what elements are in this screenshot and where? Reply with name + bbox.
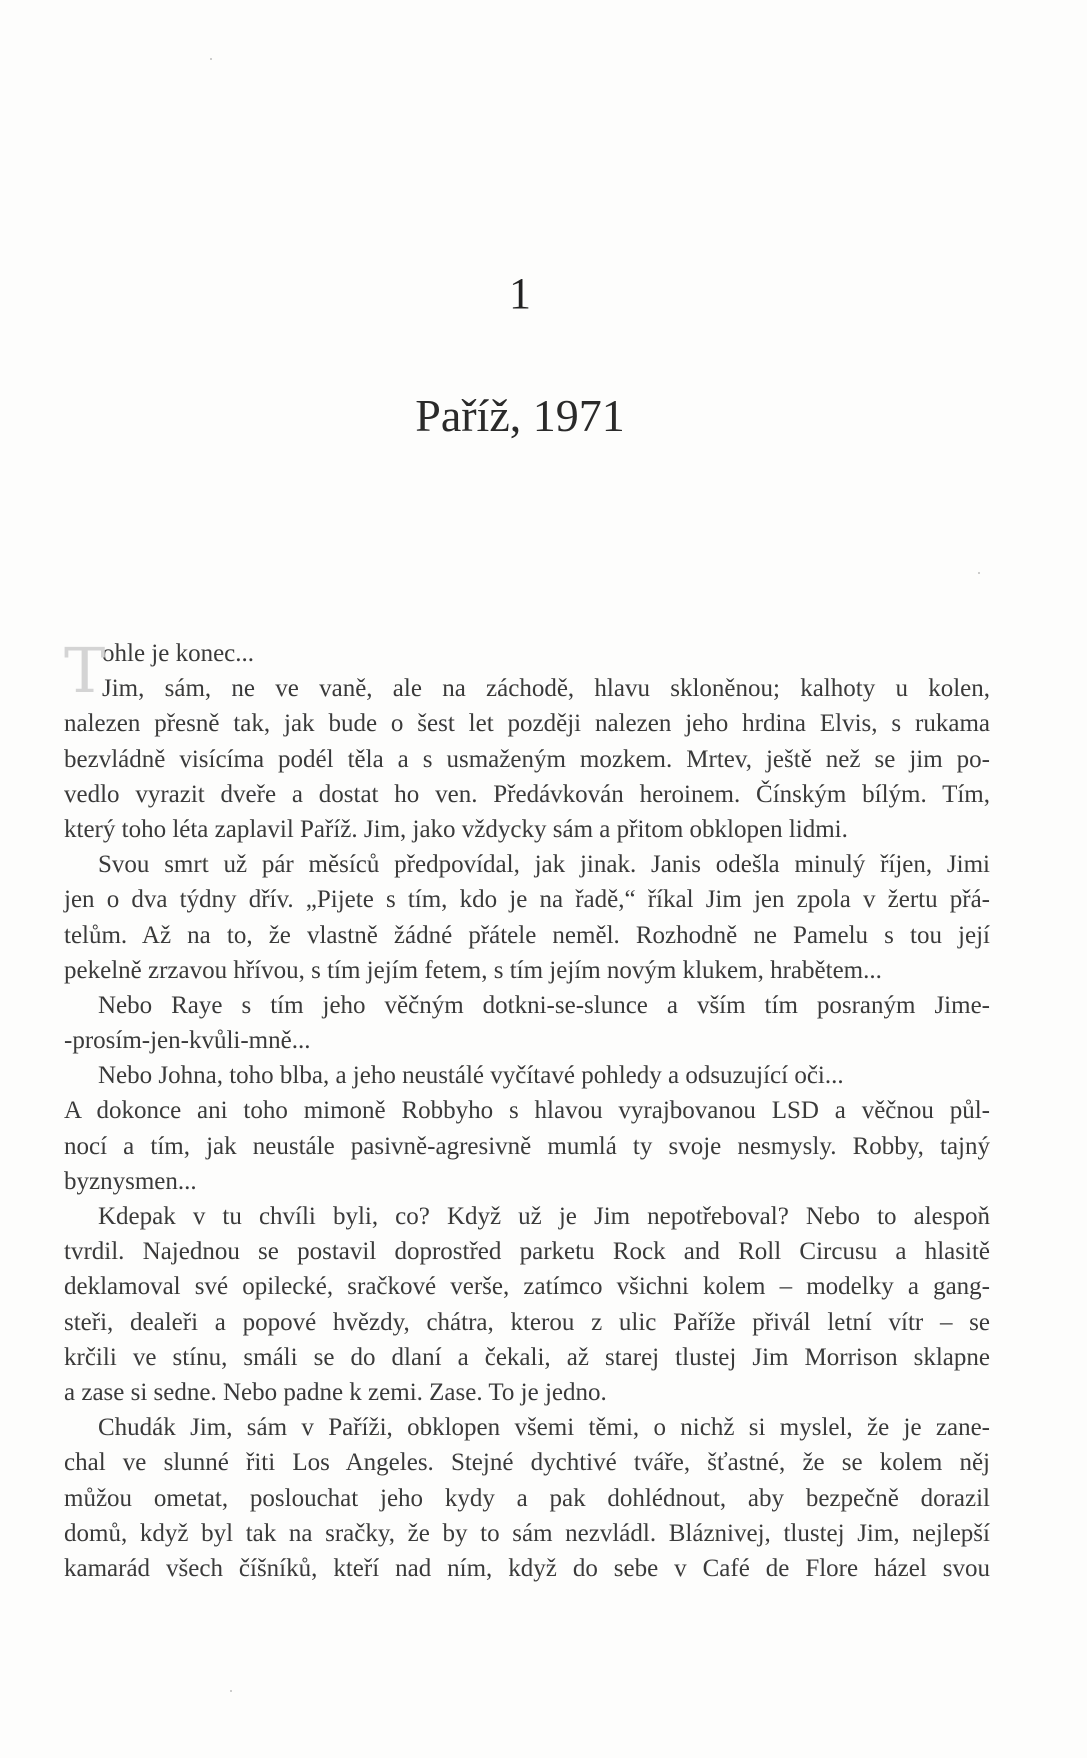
text-line: Svou smrt už pár měsíců předpovídal, jak jinak. Janis odešla minulý říjen, Jimi	[98, 851, 990, 879]
text-line: kamarád všech číšníků, kteří nad ním, když do sebe v Café de Flore házel svou	[64, 1554, 990, 1582]
text-line: steři, dealeři a popové hvězdy, chátra, kterou z ulic Paříže přivál letní vítr – se	[64, 1308, 990, 1336]
text-line: chal ve slunné řiti Los Angeles. Stejné dychtivé tváře, šťastné, že se kolem něj	[64, 1449, 990, 1477]
text-line: Chudák Jim, sám v Paříži, obklopen všemi těmi, o nichž si myslel, že je zane-	[98, 1414, 990, 1442]
text-line: můžou ometat, poslouchat jeho kydy a pak dohlédnout, aby bezpečně dorazil	[64, 1484, 990, 1512]
chapter-body	[64, 636, 990, 1586]
text-line: telům. Až na to, že vlastně žádné přátele neměl. Rozhodně ne Pamelu s tou její	[64, 921, 990, 949]
text-line: bezvládně visícíma podél těla a s usmaženým mozkem. Mrtev, ještě než se jim po-	[64, 745, 990, 773]
text-line: který toho léta zaplavil Paříž. Jim, jako vždycky sám a přitom obklopen lidmi.	[64, 815, 848, 843]
chapter-number: 1	[509, 269, 531, 318]
text-line: jen o dva týdny dřív. „Pijete s tím, kdo je na řadě,“ říkal Jim jen zpola v žertu přá-	[64, 886, 990, 914]
paper-speck	[230, 1690, 232, 1692]
text-line: Nebo Raye s tím jeho věčným dotkni-se-slunce a vším tím posraným Jime-	[98, 991, 990, 1019]
text-line: ohle je konec...	[102, 640, 255, 667]
text-line: tvrdil. Najednou se postavil doprostřed parketu Rock and Roll Circusu a hlasitě	[64, 1238, 990, 1266]
text-line: deklamoval své opilecké, sračkové verše, zatímco všichni kolem – modelky a gang-	[64, 1273, 990, 1301]
text-line: nocí a tím, jak neustále pasivně-agresivně mumlá ty svoje nesmysly. Robby, tajný	[64, 1132, 990, 1160]
drop-cap: T	[64, 634, 106, 707]
text-line: vedlo vyrazit dveře a dostat ho ven. Předávkován heroinem. Čínským bílým. Tím,	[64, 780, 990, 808]
text-line: Jim, sám, ne ve vaně, ale na záchodě, hlavu skloněnou; kalhoty u kolen,	[102, 675, 990, 703]
paper-speck	[210, 58, 212, 60]
text-line: A dokonce ani toho mimoně Robbyho s hlavou vyrajbovanou LSD a věčnou půl-	[64, 1097, 990, 1125]
text-line: byznysmen...	[64, 1167, 197, 1195]
text-line: domů, když byl tak na sračky, že by to sám nezvládl. Bláznivej, tlustej Jim, nejlepší	[64, 1519, 990, 1547]
text-line: Nebo Johna, toho blba, a jeho neustálé vyčítavé pohledy a odsuzující oči...	[98, 1062, 844, 1090]
paper-speck	[978, 572, 980, 574]
text-line: Kdepak v tu chvíli byli, co? Když už je Jim nepotřeboval? Nebo to alespoň	[98, 1203, 990, 1230]
text-line: -prosím-jen-kvůli-mně...	[64, 1027, 311, 1055]
text-line: krčili ve stínu, smáli se do dlaní a čekali, až starej tlustej Jim Morrison sklapne	[64, 1343, 990, 1371]
text-line: nalezen přesně tak, jak bude o šest let později nalezen jeho hrdina Elvis, s rukama	[64, 710, 990, 738]
text-line: a zase si sedne. Nebo padne k zemi. Zase. To je jedno.	[64, 1378, 607, 1406]
chapter-title: Paříž, 1971	[415, 390, 625, 441]
text-line: pekelně zrzavou hřívou, s tím jejím fetem, s tím jejím novým klukem, hrabětem...	[64, 956, 882, 984]
